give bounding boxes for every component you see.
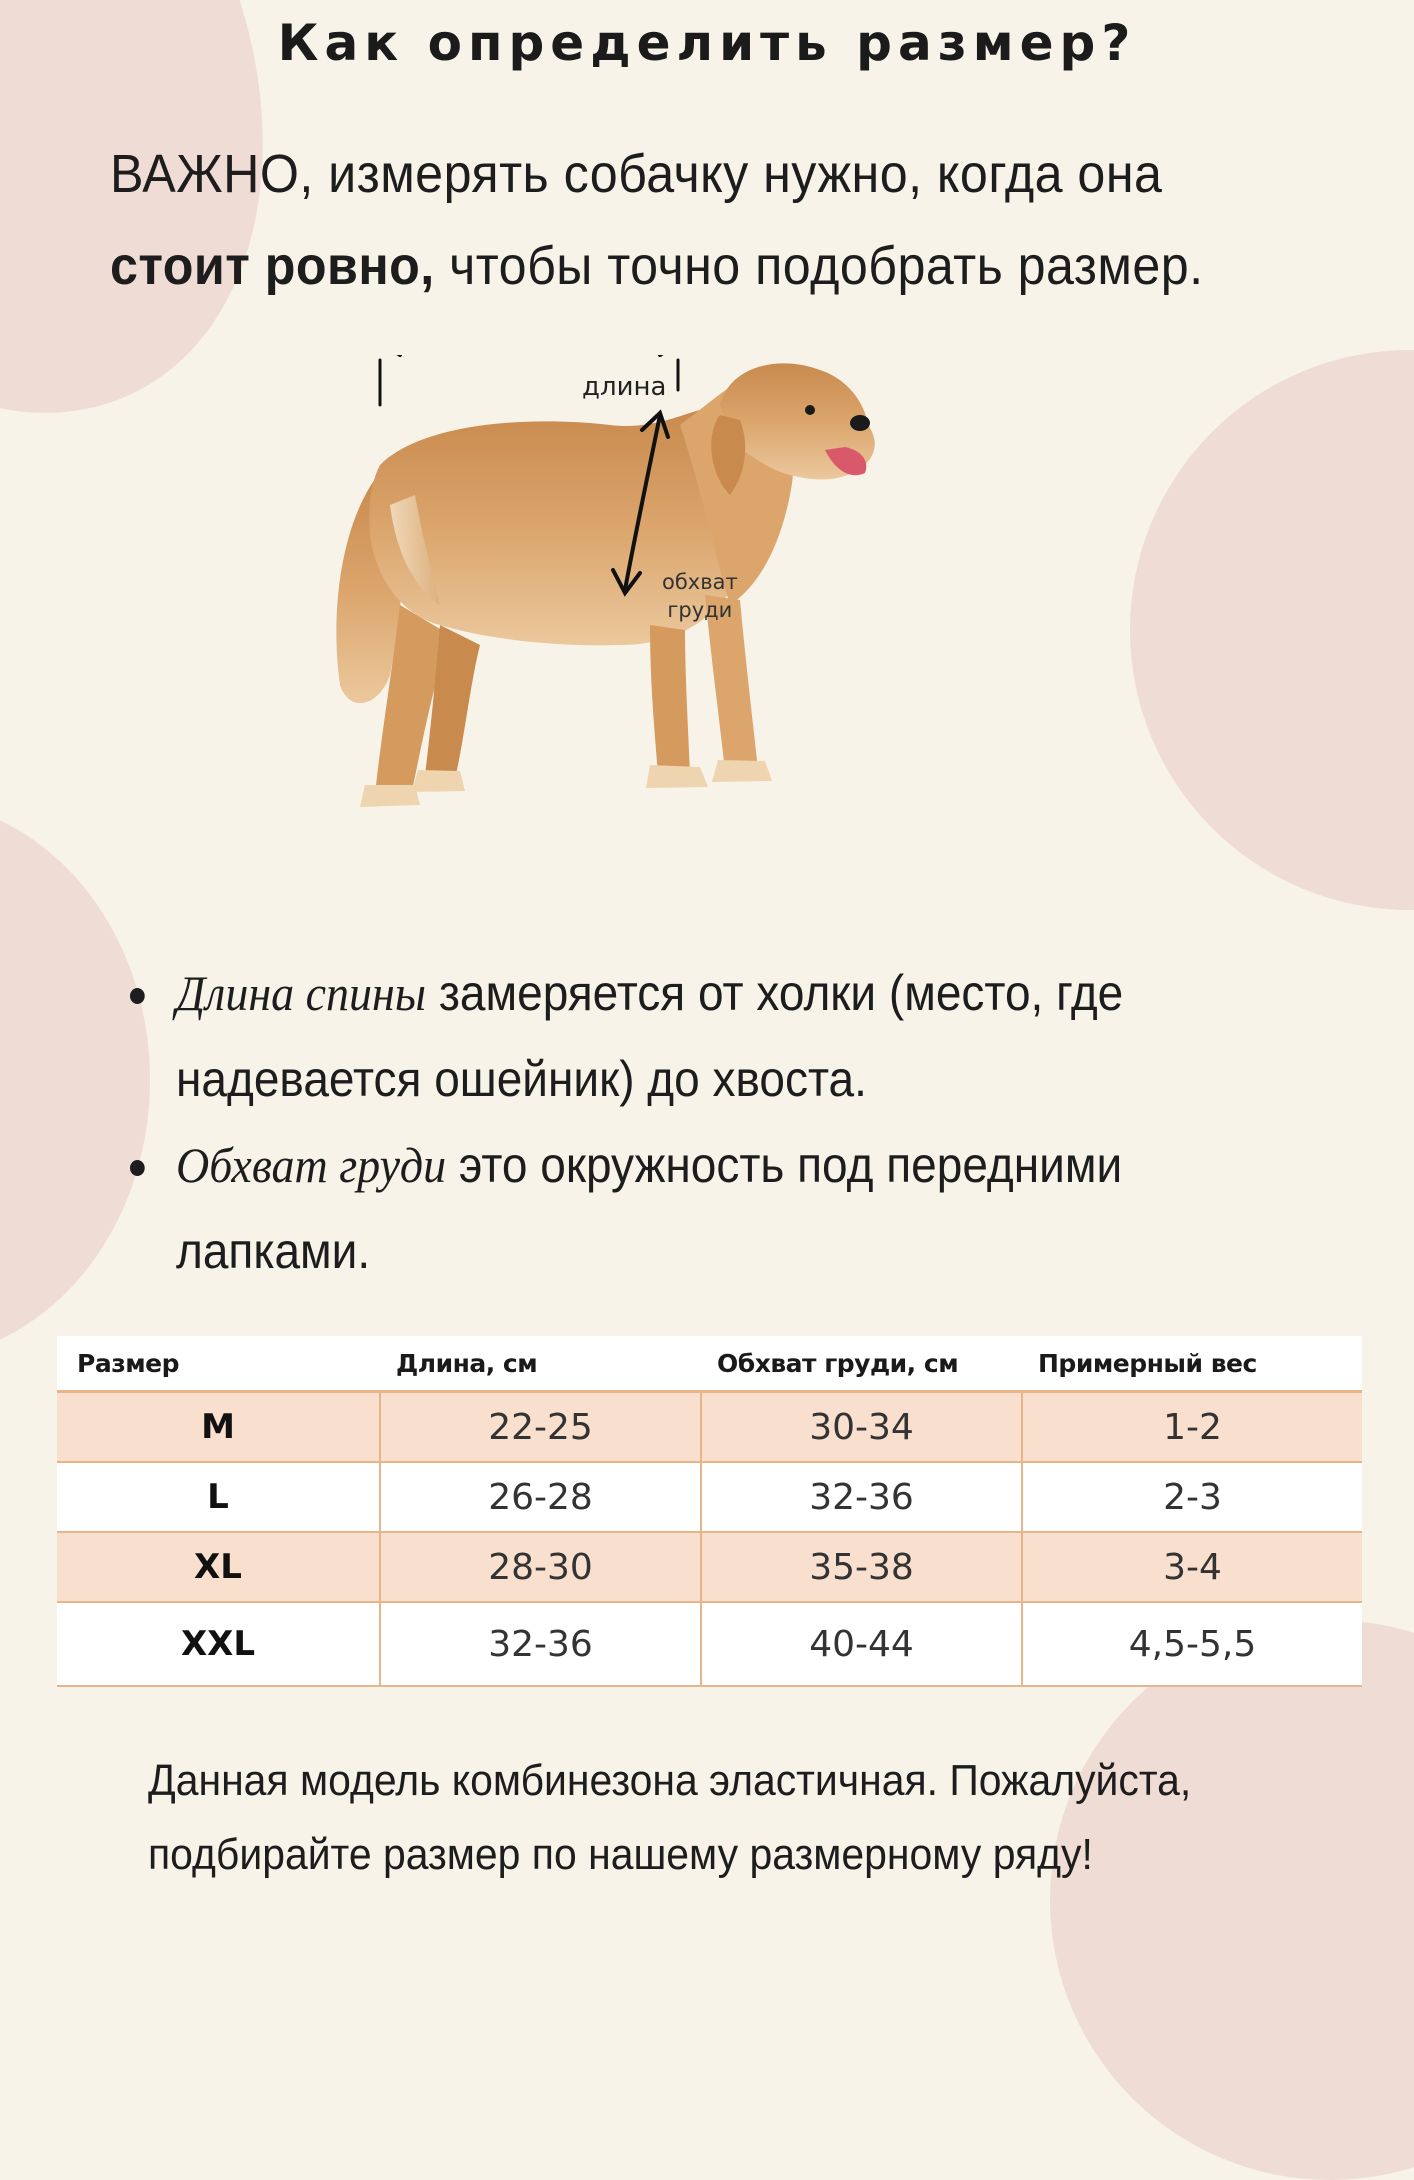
bullet-text: замеряется от холки (место, где надевается ошейник) до хвоста. [176, 965, 1124, 1107]
table-header-row [57, 1336, 1362, 1392]
cell-size: XL [57, 1532, 380, 1602]
list-item [130, 950, 1252, 1122]
list-item [130, 1122, 1252, 1294]
header-length: Длина, см [380, 1336, 701, 1392]
cell-chest: 30-34 [701, 1392, 1022, 1463]
length-label: длина [582, 372, 667, 402]
bullet-list [130, 950, 1350, 1294]
dog-front-leg [650, 625, 690, 775]
intro-part1: ВАЖНО, измерять собачку нужно, когда она [110, 144, 1163, 204]
cell-weight: 2-3 [1022, 1462, 1362, 1532]
cell-size: XXL [57, 1602, 380, 1686]
table-row [57, 1602, 1362, 1686]
cell-chest: 32-36 [701, 1462, 1022, 1532]
intro-text [110, 128, 1226, 312]
dog-illustration [320, 355, 1040, 915]
intro-part2: чтобы точно подобрать размер. [434, 236, 1204, 296]
cell-size: L [57, 1462, 380, 1532]
cell-size: M [57, 1392, 380, 1463]
header-weight: Примерный вес [1022, 1336, 1362, 1392]
table-row [57, 1532, 1362, 1602]
bullet-term: Длина спины [176, 965, 427, 1021]
bullet-term: Обхват груди [176, 1137, 447, 1193]
cell-weight: 3-4 [1022, 1532, 1362, 1602]
bullet-dot-icon [130, 1160, 145, 1176]
decor-blob [1050, 1620, 1414, 2180]
header-size: Размер [57, 1336, 380, 1392]
cell-length: 32-36 [380, 1602, 701, 1686]
table-row [57, 1392, 1362, 1463]
intro-bold: стоит ровно, [110, 236, 435, 296]
chest-label-line2: груди [667, 598, 733, 622]
cell-weight: 1-2 [1022, 1392, 1362, 1463]
bullet-text: это окружность под передними лапками. [176, 1137, 1123, 1279]
size-table [57, 1336, 1362, 1687]
cell-length: 28-30 [380, 1532, 701, 1602]
cell-weight: 4,5-5,5 [1022, 1602, 1362, 1686]
cell-chest: 40-44 [701, 1602, 1022, 1686]
bullet-dot-icon [130, 988, 145, 1004]
cell-chest: 35-38 [701, 1532, 1022, 1602]
decor-blob [1130, 350, 1414, 910]
table-row [57, 1462, 1362, 1532]
page-title: Как определить размер? [277, 14, 1137, 72]
chest-label [662, 568, 738, 624]
decor-blob [0, 800, 150, 1360]
cell-length: 22-25 [380, 1392, 701, 1463]
header-chest: Обхват груди, см [701, 1336, 1022, 1392]
chest-label-line1: обхват [662, 570, 738, 594]
footer-note: Данная модель комбинезона эластичная. Пожалуйста, подбирайте размер по нашему размерному ряду! [148, 1756, 1192, 1879]
cell-length: 26-28 [380, 1462, 701, 1532]
